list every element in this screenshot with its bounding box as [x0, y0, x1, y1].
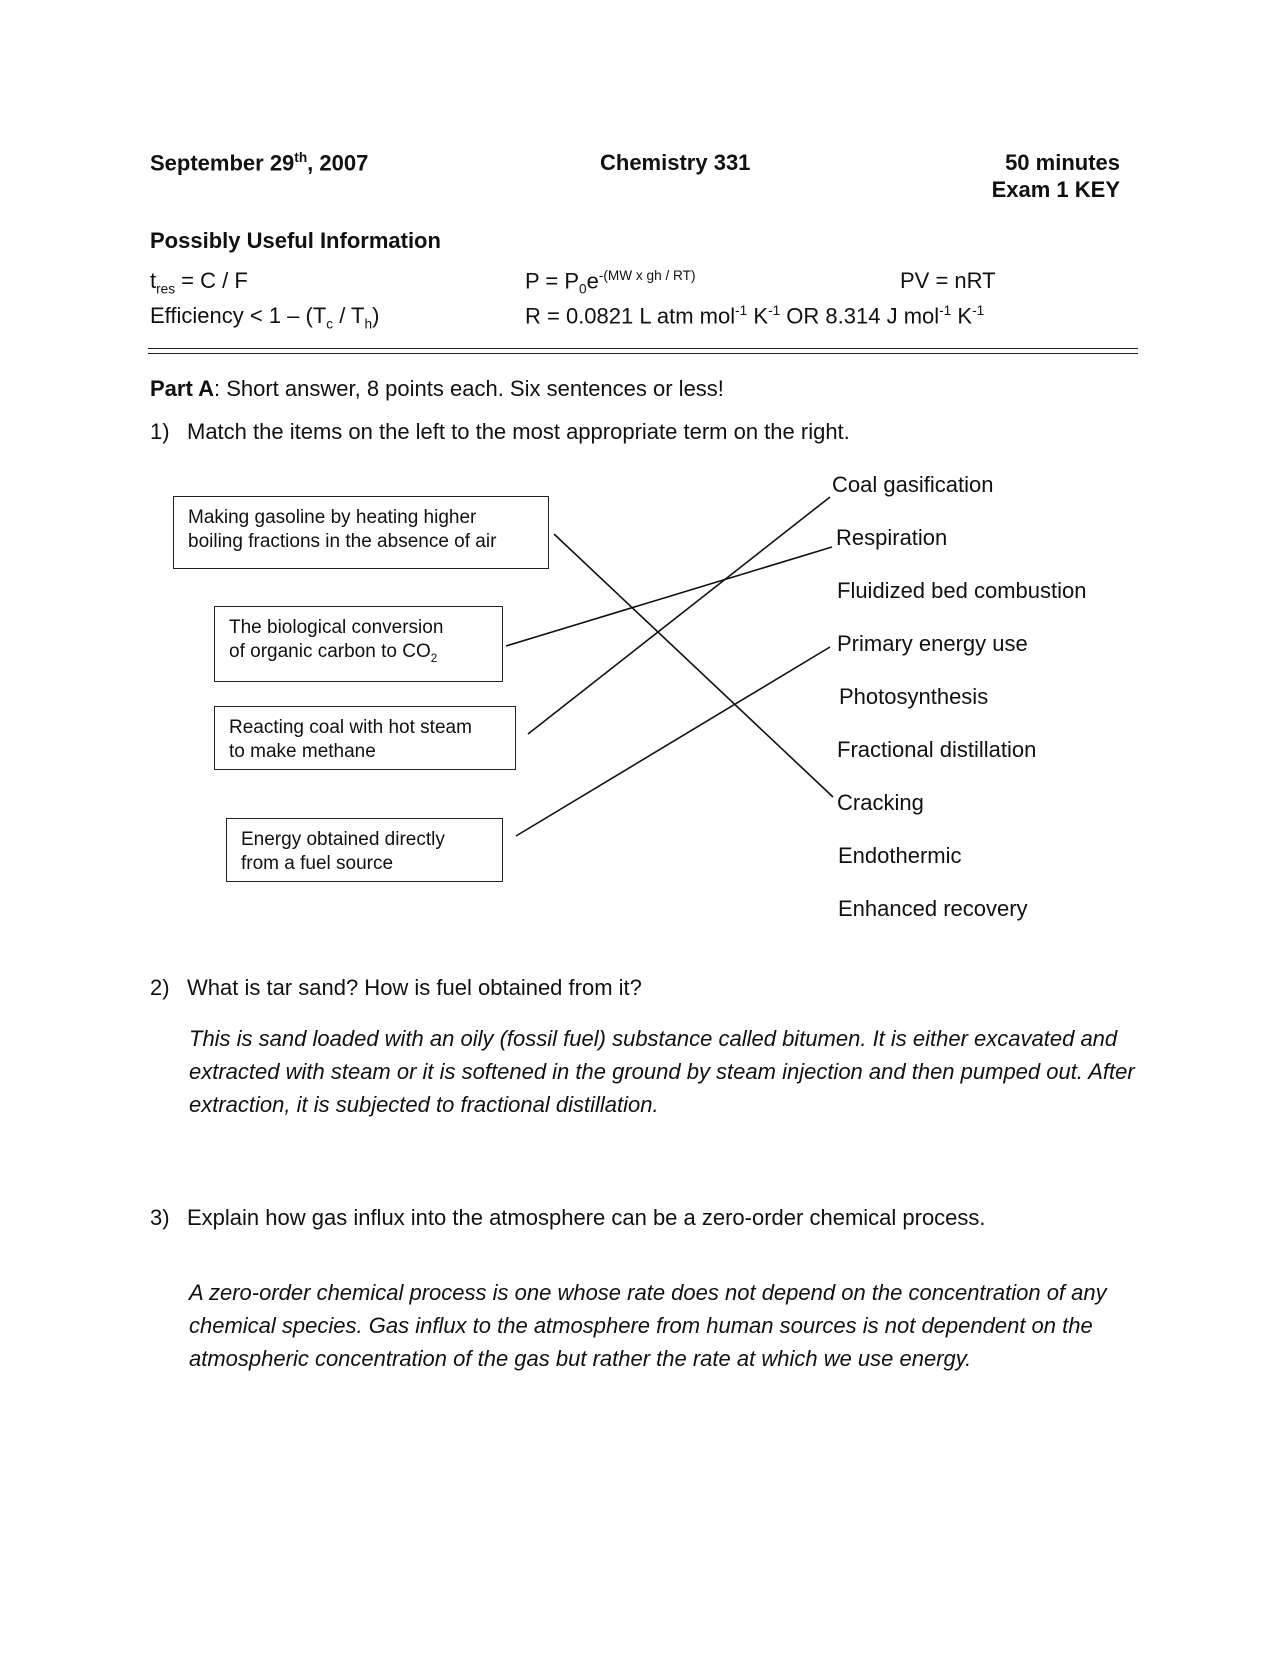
q3-text: Explain how gas influx into the atmosphere can be a zero-order chemical process. [187, 1205, 986, 1230]
term-primary-energy: Primary energy use [837, 631, 1028, 656]
match-box-gasoline: Making gasoline by heating higher boiling fractions in the absence of air [173, 496, 549, 569]
match-line-gasoline-cracking [554, 534, 833, 797]
q1-number: 1) [150, 419, 170, 444]
term-fluidized-bed: Fluidized bed combustion [837, 578, 1087, 603]
term-fractional-distillation: Fractional distillation [837, 737, 1037, 762]
match-box-energy: Energy obtained directly from a fuel source [226, 818, 503, 882]
match-box-biological: The biological conversion of organic carbon to $CO_2$ [214, 606, 503, 682]
term-coal-gasification: Coal gasification [832, 472, 994, 497]
term-cracking: Cracking [837, 790, 924, 815]
match-box-coal-steam: Reacting coal with hot steam to make methane [214, 706, 516, 770]
info-heading: Possibly Useful Information [150, 228, 441, 253]
part-a-heading: Part A: Short answer, 8 points each. Six sentences or less! [150, 376, 724, 401]
q3-number: 3) [150, 1205, 170, 1230]
match-line-biological-respiration [506, 547, 832, 646]
course-title: Chemistry 331 [600, 150, 751, 175]
q2-answer: This is sand loaded with an oily (fossil fuel) substance called bitumen. It is either excavated and extracted with steam or it is softened in the ground by steam injection and then pumped out. After extraction, it is subjected to fractional distillation. [189, 1026, 1135, 1117]
q2-text: What is tar sand? How is fuel obtained from it? [187, 975, 642, 1000]
exam-duration: 50 minutes [1005, 150, 1120, 175]
match-line-energy-primary [516, 647, 830, 836]
q2-number: 2) [150, 975, 170, 1000]
term-enhanced-recovery: Enhanced recovery [838, 896, 1028, 921]
exam-date: September 29th, 2007 [150, 150, 369, 176]
barometric-formula: $P = P_0e^{-(MW x gh / RT)}$ [525, 268, 696, 297]
ideal-gas-formula: PV = nRT [900, 268, 996, 293]
term-respiration: Respiration [836, 525, 948, 550]
match-line-coal-gasification [528, 497, 830, 734]
residence-time-formula: $t_{res} = C / F$ [150, 268, 248, 297]
q3-answer: A zero-order chemical process is one whose rate does not depend on the concentration of any chemical species. Gas influx to the atmosphere from human sources is not dependent on the atmospheric concentration of the gas but rather the rate at which we use energy. [189, 1280, 1107, 1371]
efficiency-formula: Efficiency < $1 - (T_c / T_h)$ [150, 303, 380, 332]
term-endothermic: Endothermic [838, 843, 962, 868]
exam-key-label: Exam 1 KEY [991, 177, 1120, 202]
term-photosynthesis: Photosynthesis [839, 684, 989, 709]
q1-text: Match the items on the left to the most appropriate term on the right. [187, 419, 850, 444]
gas-constant: R = 0.0821 L atm mol$^{-1}$ $K^{-1}$ OR 8.314 J mol$^{-1}$ $K^{-1}$ [525, 303, 985, 329]
